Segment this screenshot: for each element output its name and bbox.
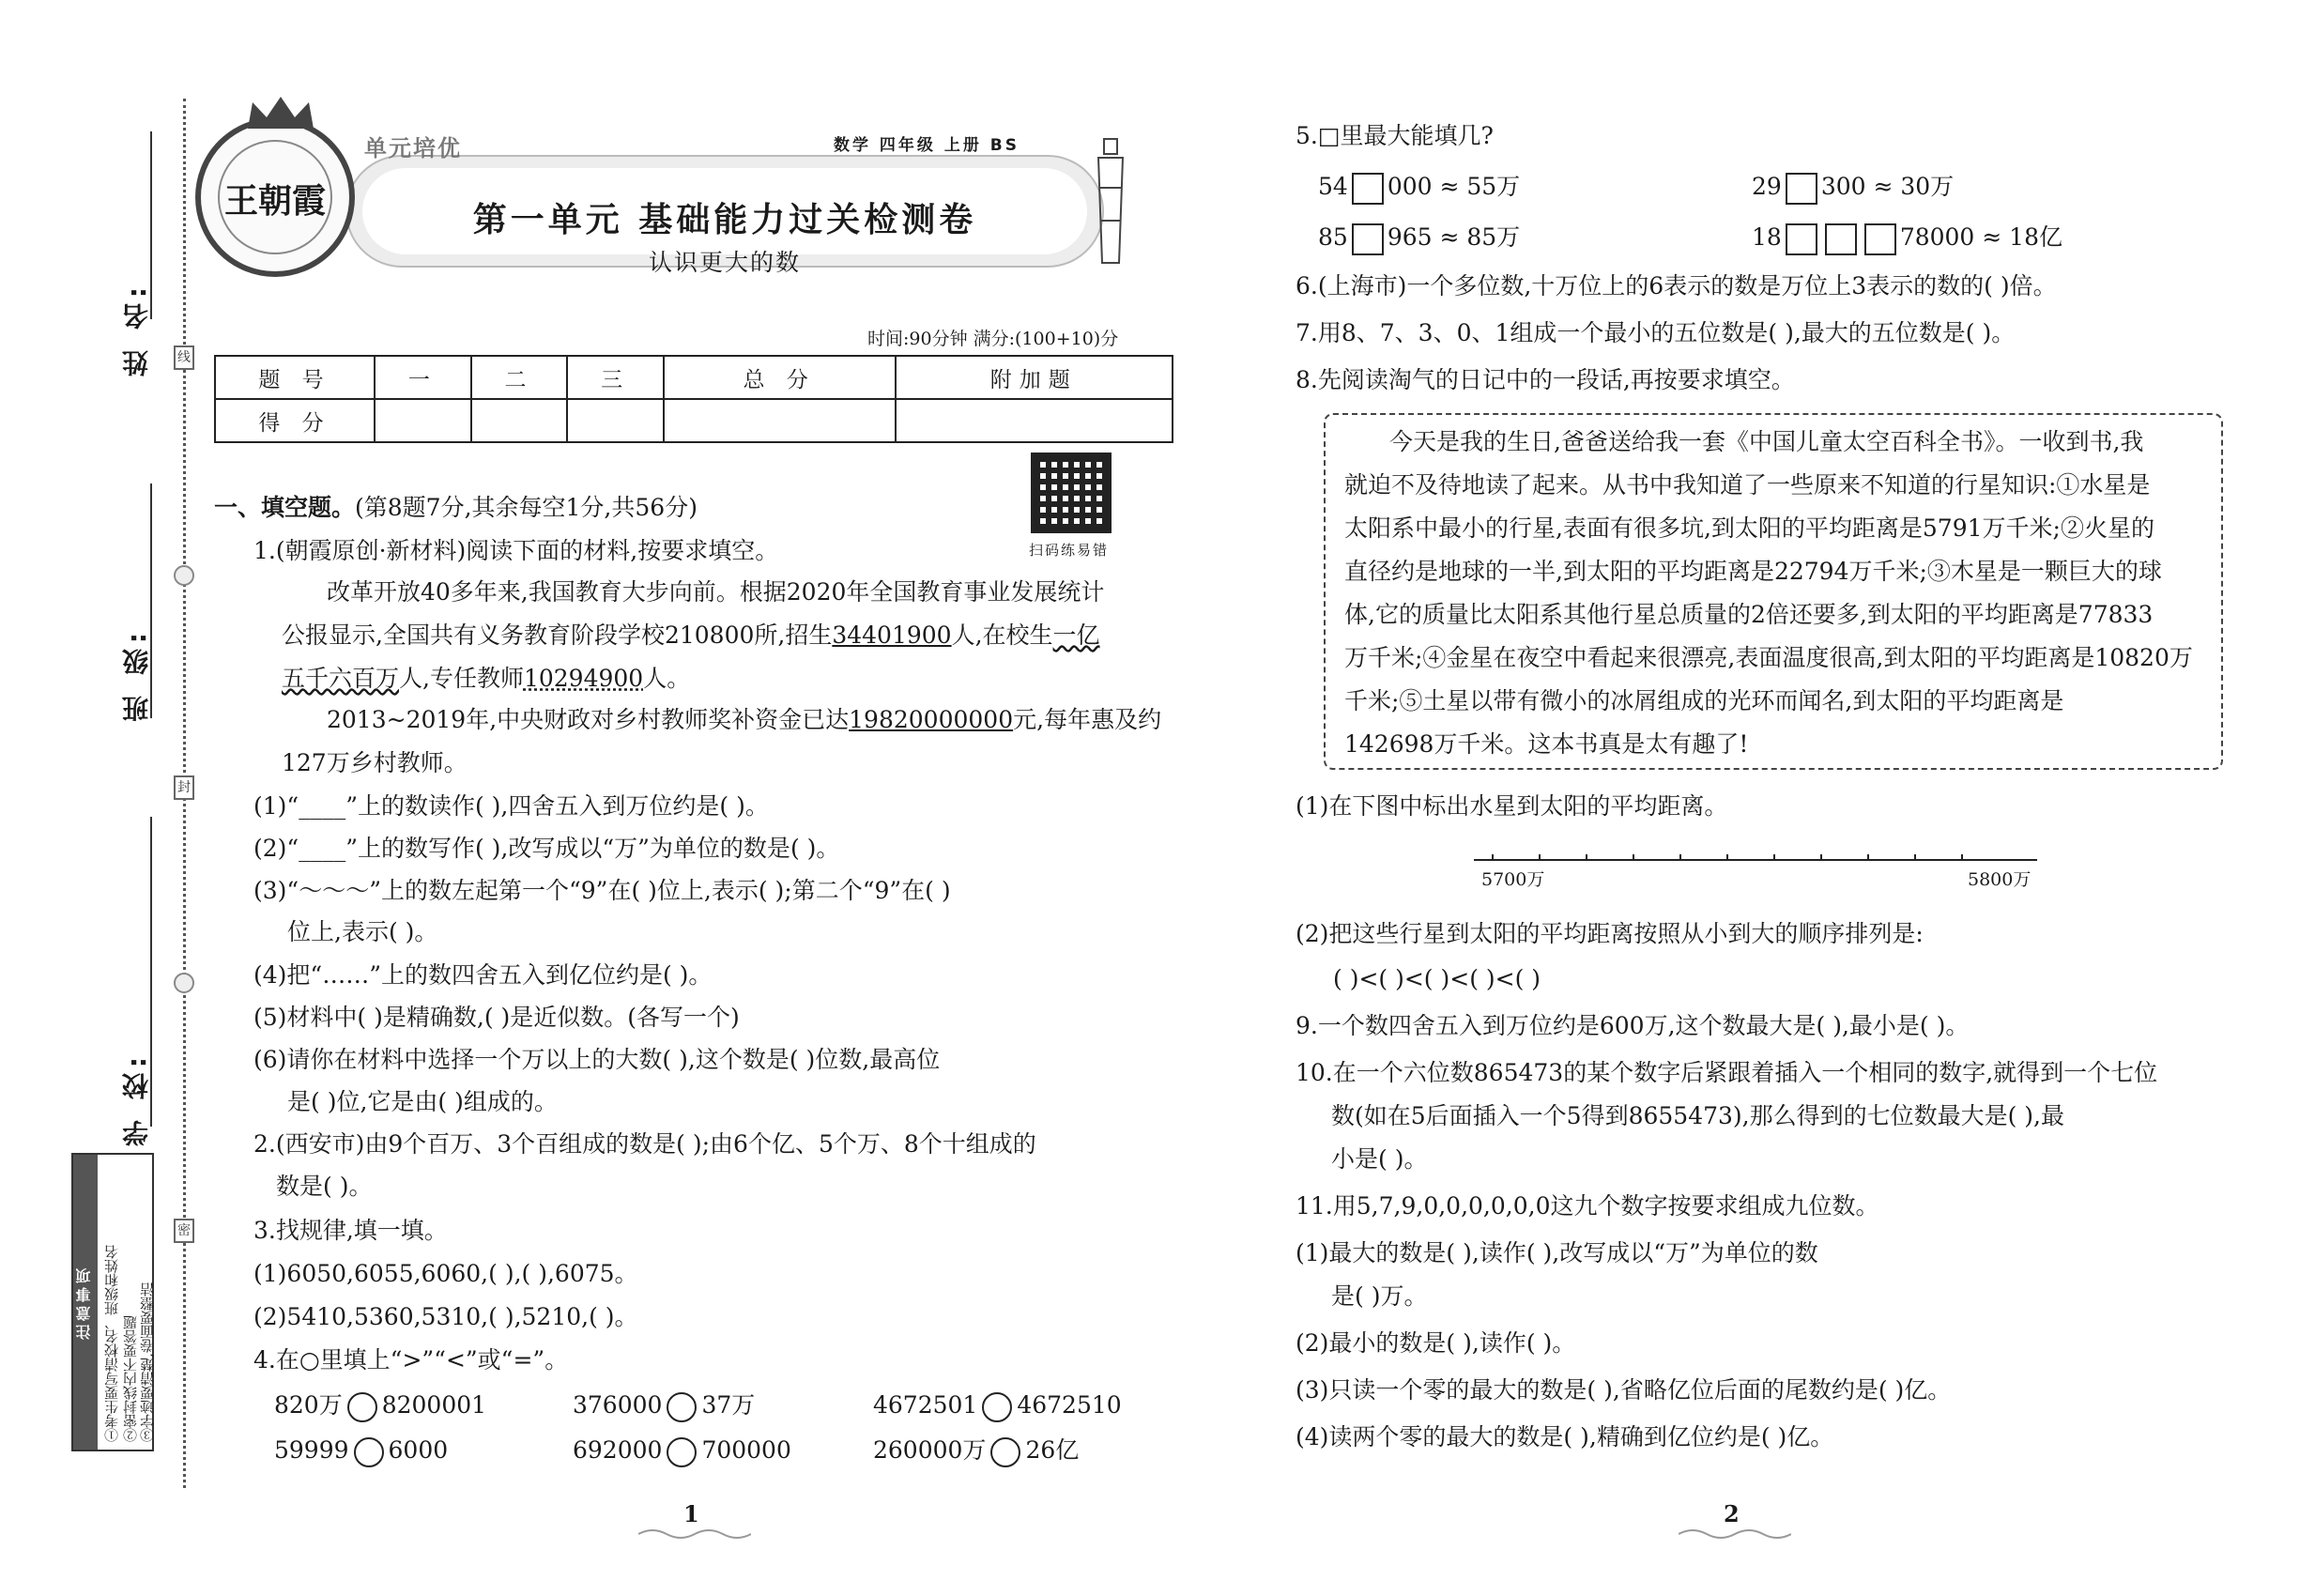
score-table [214, 355, 1173, 443]
question-1-1[interactable]: (1)“____”上的数读作( ),四舍五入到万位约是( )。 [253, 792, 769, 820]
compare-item: 4672501 4672510 [873, 1389, 1122, 1422]
logo-text: 王朝霞 [223, 181, 326, 221]
question-10-cont[interactable]: 小是( )。 [1331, 1145, 1428, 1173]
diary-line: 万千米;④金星在夜空中看起来很漂亮,表面温度很高,到太阳的平均距离是10820万 [1344, 644, 2193, 671]
seal-mark-middle: 封 [174, 775, 194, 800]
compare-circle[interactable] [982, 1392, 1012, 1422]
question-1-6[interactable]: (6)请你在材料中选择一个万以上的大数( ),这个数是( )位数,最高位 [253, 1046, 941, 1073]
score-input-cell[interactable] [896, 399, 1173, 442]
page-title: 第一单元 基础能力过关检测卷 [472, 201, 977, 239]
numline-left-label: 5700万 [1481, 869, 1545, 890]
question-2-cont[interactable]: 数是( )。 [276, 1173, 373, 1200]
score-header-cell: 总 分 [664, 356, 896, 399]
question-11-2[interactable]: (2)最小的数是( ),读作( )。 [1296, 1329, 1576, 1357]
score-header-cell: 三 [567, 356, 664, 399]
binding-knot [174, 565, 194, 586]
seal-mark-top: 线 [174, 345, 194, 370]
school-label: 学 校: [121, 1051, 152, 1146]
dotted-number: 10294900 [523, 665, 644, 692]
passage-line [327, 704, 1161, 736]
note-item: ②密封线内不要答题 [122, 1315, 139, 1442]
passage-text: 人,在校生 [951, 622, 1053, 649]
passage-line: 127万乡村教师。 [282, 749, 468, 776]
question-3: 3.找规律,填一填。 [253, 1217, 448, 1244]
question-2[interactable]: 2.(西安市)由9个百万、3个百组成的数是( );由6个亿、5个万、8个十组成的 [253, 1130, 1036, 1158]
question-10: 10.在一个六位数865473的某个数字后紧跟着插入一个相同的数字,就得到一个七位 [1296, 1059, 2158, 1086]
passage-line: 改革开放40多年来,我国教育大步向前。根据2020年全国教育事业发展统计 [327, 578, 1105, 606]
notes-box [71, 1153, 154, 1451]
question-4: 4.在○里填上“>”“<”或“=”。 [253, 1346, 569, 1373]
qr-code[interactable] [1031, 453, 1112, 533]
fill-box-item: 85 965 ≈ 85万 [1318, 222, 1520, 255]
book-meta: 数学 四年级 上册 BS [834, 136, 1020, 155]
question-1-4[interactable]: (4)把“……”上的数四舍五入到亿位约是( )。 [253, 961, 713, 989]
diary-line: 体,它的质量比太阳系其他行星总质量的2倍还要多,到太阳的平均距离是77833 [1344, 601, 2154, 628]
diary-line: 太阳系中最小的行星,表面有很多坑,到太阳的平均距离是5791万千米;②火星的 [1344, 514, 2154, 542]
compare-item: 59999 6000 [274, 1435, 448, 1467]
question-11-1-cont[interactable]: 是( )万。 [1331, 1282, 1428, 1310]
score-input-cell[interactable] [664, 399, 896, 442]
score-input-cell[interactable] [375, 399, 471, 442]
fill-box-item: 18 78000 ≈ 18亿 [1752, 222, 2062, 255]
series-tag: 单元培优 [364, 135, 462, 161]
page-number-right: 2 [1724, 1500, 1740, 1527]
fill-box[interactable] [1786, 173, 1817, 205]
question-1-2[interactable]: (2)“____”上的数写作( ),改写成以“万”为单位的数是( )。 [253, 835, 840, 862]
qr-caption: 扫码练易错 [1029, 542, 1110, 559]
compare-item: 260000万 26亿 [873, 1435, 1079, 1467]
passage-text: 公报显示,全国共有义务教育阶段学校210800所,招生 [282, 622, 833, 649]
score-input-cell[interactable] [567, 399, 664, 442]
compare-circle[interactable] [990, 1437, 1020, 1467]
numline-right-label: 5800万 [1968, 869, 2032, 890]
question-11-3[interactable]: (3)只读一个零的最大的数是( ),省略亿位后面的尾数约是( )亿。 [1296, 1376, 1952, 1404]
passage-text: 2013~2019年,中央财政对乡村教师奖补资金已达 [327, 706, 850, 733]
wave-ornament [1679, 1527, 1791, 1542]
fill-box[interactable] [1864, 223, 1896, 255]
compare-circle[interactable] [667, 1392, 697, 1422]
score-header-cell: 附加题 [896, 356, 1173, 399]
passage-line [282, 620, 1100, 652]
underlined-number: 34401900 [832, 622, 952, 649]
compare-circle[interactable] [667, 1437, 697, 1467]
question-1-3[interactable]: (3)“～～～”上的数左起第一个“9”在( )位上,表示( );第二个“9”在( ) [253, 877, 951, 904]
question-3-2[interactable]: (2)5410,5360,5310,( ),5210,( )。 [253, 1303, 638, 1330]
diary-line: 直径约是地球的一半,到太阳的平均距离是22794万千米;③木星是一颗巨大的球 [1344, 558, 2162, 585]
page-subtitle: 认识更大的数 [648, 249, 801, 276]
wavy-number: 五千六百万 [282, 665, 400, 692]
compare-circle[interactable] [347, 1392, 377, 1422]
page-number-left: 1 [683, 1500, 699, 1527]
passage-text: 人,专任教师 [399, 665, 524, 692]
compare-item: 692000 700000 [573, 1435, 791, 1467]
question-6[interactable]: 6.(上海市)一个多位数,十万位上的6表示的数是万位上3表示的数的( )倍。 [1296, 272, 2057, 299]
question-5: 5.□里最大能填几? [1296, 122, 1494, 149]
question-3-1[interactable]: (1)6050,6055,6060,( ),( ),6075。 [253, 1260, 638, 1287]
time-info: 时间:90分钟 满分:(100+10)分 [867, 329, 1119, 349]
brand-logo [195, 117, 355, 277]
passage-line [282, 663, 690, 695]
score-header-cell: 题 号 [215, 356, 375, 399]
section-title: 一、填空题。 [214, 494, 356, 521]
fill-box[interactable] [1352, 173, 1384, 205]
crown-icon [243, 93, 318, 130]
note-item: ①考生要写清校名、班级和姓名 [103, 1245, 120, 1442]
wavy-number: 一亿 [1052, 622, 1100, 649]
question-1: 1.(朝霞原创·新材料)阅读下面的材料,按要求填空。 [253, 537, 779, 564]
compare-circle[interactable] [354, 1437, 384, 1467]
wave-ornament [638, 1527, 751, 1542]
passage-text: 人。 [643, 665, 691, 692]
binding-knot [174, 973, 194, 993]
fill-box[interactable] [1786, 223, 1817, 255]
score-row-label: 得 分 [215, 399, 375, 442]
section-heading [214, 492, 698, 524]
passage-text: 元,每年惠及约 [1013, 706, 1162, 733]
compare-item: 376000 37万 [573, 1389, 755, 1422]
diary-line: 142698万千米。这本书真是太有趣了! [1344, 730, 1749, 758]
underlined-number: 19820000000 [849, 706, 1014, 733]
score-header-cell: 二 [471, 356, 568, 399]
question-1-6-cont[interactable]: 是( )位,它是由( )组成的。 [287, 1088, 558, 1115]
question-9[interactable]: 9.一个数四舍五入到万位约是600万,这个数最大是( ),最小是( )。 [1296, 1012, 1970, 1039]
question-8-2: (2)把这些行星到太阳的平均距离按照从小到大的顺序排列是: [1296, 920, 1924, 947]
fill-box[interactable] [1352, 223, 1384, 255]
question-10-cont[interactable]: 数(如在5后面插入一个5得到8655473),那么得到的七位数最大是( ),最 [1331, 1102, 2065, 1129]
question-7[interactable]: 7.用8、7、3、0、1组成一个最小的五位数是( ),最大的五位数是( )。 [1296, 319, 2016, 346]
question-8-1: (1)在下图中标出水星到太阳的平均距离。 [1296, 792, 1728, 820]
notes-heading: 注意事项 [73, 1155, 98, 1450]
question-8: 8.先阅读淘气的日记中的一段话,再按要求填空。 [1296, 366, 1795, 393]
question-1-3-cont[interactable]: 位上,表示( )。 [287, 918, 438, 945]
question-1-5[interactable]: (5)材料中( )是精确数,( )是近似数。(各写一个) [253, 1004, 740, 1031]
fill-box-item: 54 000 ≈ 55万 [1318, 171, 1520, 205]
compare-item: 820万 8200001 [274, 1389, 486, 1422]
score-input-cell[interactable] [471, 399, 568, 442]
diary-line: 千米;⑤土星以带有微小的冰屑组成的光环而闻名,到太阳的平均距离是 [1344, 687, 2064, 714]
section-note: (第8题7分,其余每空1分,共56分) [355, 494, 698, 521]
number-line[interactable] [1474, 854, 2037, 882]
question-11: 11.用5,7,9,0,0,0,0,0,0这九个数字按要求组成九位数。 [1296, 1192, 1879, 1220]
score-header-cell: 一 [375, 356, 471, 399]
diary-line: 就迫不及待地读了起来。从书中我知道了一些原来不知道的行星知识:①水星是 [1344, 471, 2151, 499]
diary-line: 今天是我的生日,爸爸送给我一套《中国儿童太空百科全书》。一收到书,我 [1389, 428, 2144, 455]
class-label: 班 级: [121, 627, 152, 722]
seal-mark-bottom: 密 [174, 1219, 194, 1243]
question-8-2-order[interactable]: ( )<( )<( )<( )<( ) [1333, 965, 1541, 992]
question-11-4[interactable]: (4)读两个零的最大的数是( ),精确到亿位约是( )亿。 [1296, 1423, 1834, 1450]
name-label: 姓 名: [121, 282, 152, 376]
question-11-1[interactable]: (1)最大的数是( ),读作( ),改写成以“万”为单位的数 [1296, 1239, 1818, 1266]
fill-box-item: 29 300 ≈ 30万 [1752, 171, 1954, 205]
fill-box[interactable] [1825, 223, 1857, 255]
note-item: ③字迹要清楚,卷面要整洁 [139, 1282, 156, 1442]
